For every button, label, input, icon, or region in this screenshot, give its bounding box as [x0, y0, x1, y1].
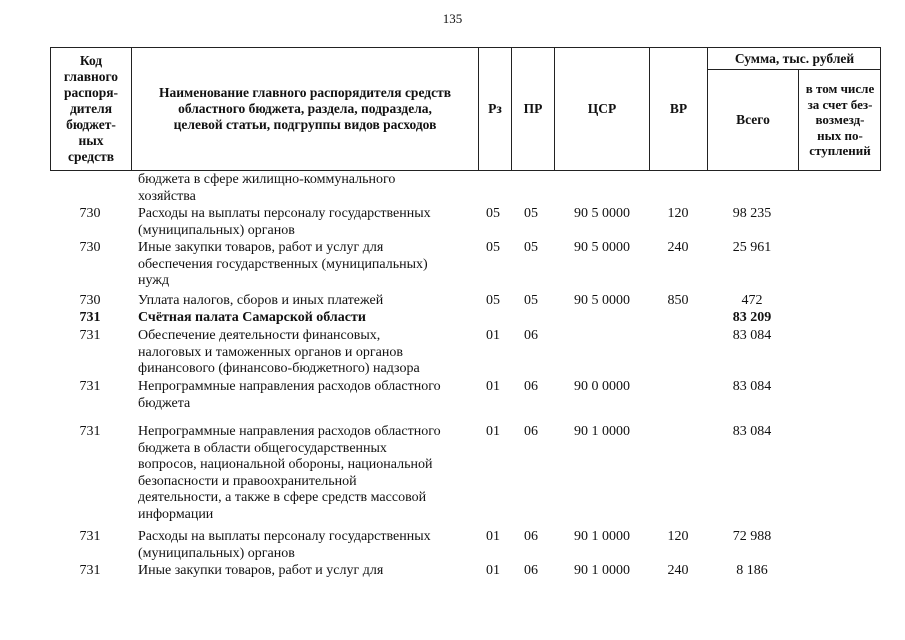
cell-total: 83 209: [732, 310, 772, 325]
cell-total: 25 961: [732, 240, 772, 255]
cell-rz: 05: [486, 240, 500, 255]
cell-pr: 06: [524, 379, 538, 394]
cell-name: Счётная палата Самарской области: [138, 310, 366, 325]
cell-name: Иные закупки товаров, работ и услуг для обеспечения государственных (муниципальных) нужд: [138, 240, 428, 289]
cell-csr: 90 0 0000: [574, 379, 630, 394]
cell-csr: 90 5 0000: [574, 206, 630, 221]
header-rz: Рз: [488, 101, 502, 116]
cell-pr: 06: [524, 529, 538, 544]
cell-code: 731: [79, 424, 101, 439]
cell-name: бюджета в сфере жилищно-коммунального хозяйства: [138, 172, 396, 204]
cell-pr: 05: [524, 240, 538, 255]
cell-name: Расходы на выплаты персоналу государственных (муниципальных) органов: [138, 206, 431, 238]
cell-total: 83 084: [732, 328, 772, 343]
cell-rz: 01: [486, 379, 500, 394]
cell-code: 731: [79, 563, 101, 578]
header-pr: ПР: [523, 101, 543, 116]
cell-csr: 90 5 0000: [574, 293, 630, 308]
cell-code: 731: [79, 529, 101, 544]
cell-code: 730: [79, 293, 101, 308]
page-number: 135: [442, 11, 463, 26]
header-gratuitous: в том числе за счет без- возмезд- ных по- ступлений: [805, 81, 875, 159]
cell-code: 731: [79, 310, 101, 325]
cell-total: 8 186: [736, 563, 768, 578]
header-sum: Сумма, тыс. рублей: [734, 50, 855, 66]
cell-total: 72 988: [732, 529, 772, 544]
header-csr: ЦСР: [587, 101, 617, 116]
cell-code: 730: [79, 206, 101, 221]
cell-name: Расходы на выплаты персоналу государственных (муниципальных) органов: [138, 529, 431, 561]
cell-rz: 01: [486, 529, 500, 544]
cell-csr: 90 1 0000: [574, 529, 630, 544]
cell-total: 83 084: [732, 424, 772, 439]
cell-name: Иные закупки товаров, работ и услуг для: [138, 563, 384, 578]
cell-vr: 120: [667, 529, 689, 544]
cell-name: Непрограммные направления расходов областного бюджета: [138, 379, 441, 411]
cell-csr: 90 1 0000: [574, 424, 630, 439]
cell-name: Уплата налогов, сборов и иных платежей: [138, 293, 384, 308]
cell-rz: 01: [486, 424, 500, 439]
cell-code: 731: [79, 379, 101, 394]
cell-code: 731: [79, 328, 101, 343]
cell-total: 98 235: [732, 206, 772, 221]
cell-pr: 05: [524, 206, 538, 221]
cell-rz: 05: [486, 293, 500, 308]
header-code: Код главного распоря- дителя бюджет- ных средств: [63, 53, 119, 164]
table-header: [50, 47, 881, 171]
cell-total: 83 084: [732, 379, 772, 394]
header-name: Наименование главного распорядителя средств областного бюджета, раздела, подраздела, целевой статьи, подгруппы видов расходов: [158, 85, 451, 132]
cell-name: Обеспечение деятельности финансовых, налоговых и таможенных органов и органов финансового (финансово-бюджетного) надзора: [138, 328, 420, 377]
cell-rz: 05: [486, 206, 500, 221]
cell-code: 730: [79, 240, 101, 255]
cell-csr: 90 5 0000: [574, 240, 630, 255]
cell-csr: 90 1 0000: [574, 563, 630, 578]
cell-pr: 06: [524, 328, 538, 343]
cell-rz: 01: [486, 563, 500, 578]
cell-pr: 05: [524, 293, 538, 308]
header-vr: ВР: [669, 101, 688, 116]
cell-vr: 850: [667, 293, 689, 308]
cell-total: 472: [741, 293, 763, 308]
cell-vr: 120: [667, 206, 689, 221]
cell-vr: 240: [667, 240, 689, 255]
cell-name: Непрограммные направления расходов областного бюджета в области общегосударственных вопросов, национальной обороны, национальной безопасности и правоохранительной деятельности, а также в сфере средств массовой информации: [138, 424, 441, 522]
cell-pr: 06: [524, 424, 538, 439]
cell-pr: 06: [524, 563, 538, 578]
cell-rz: 01: [486, 328, 500, 343]
cell-vr: 240: [667, 563, 689, 578]
header-total: Всего: [736, 112, 770, 127]
